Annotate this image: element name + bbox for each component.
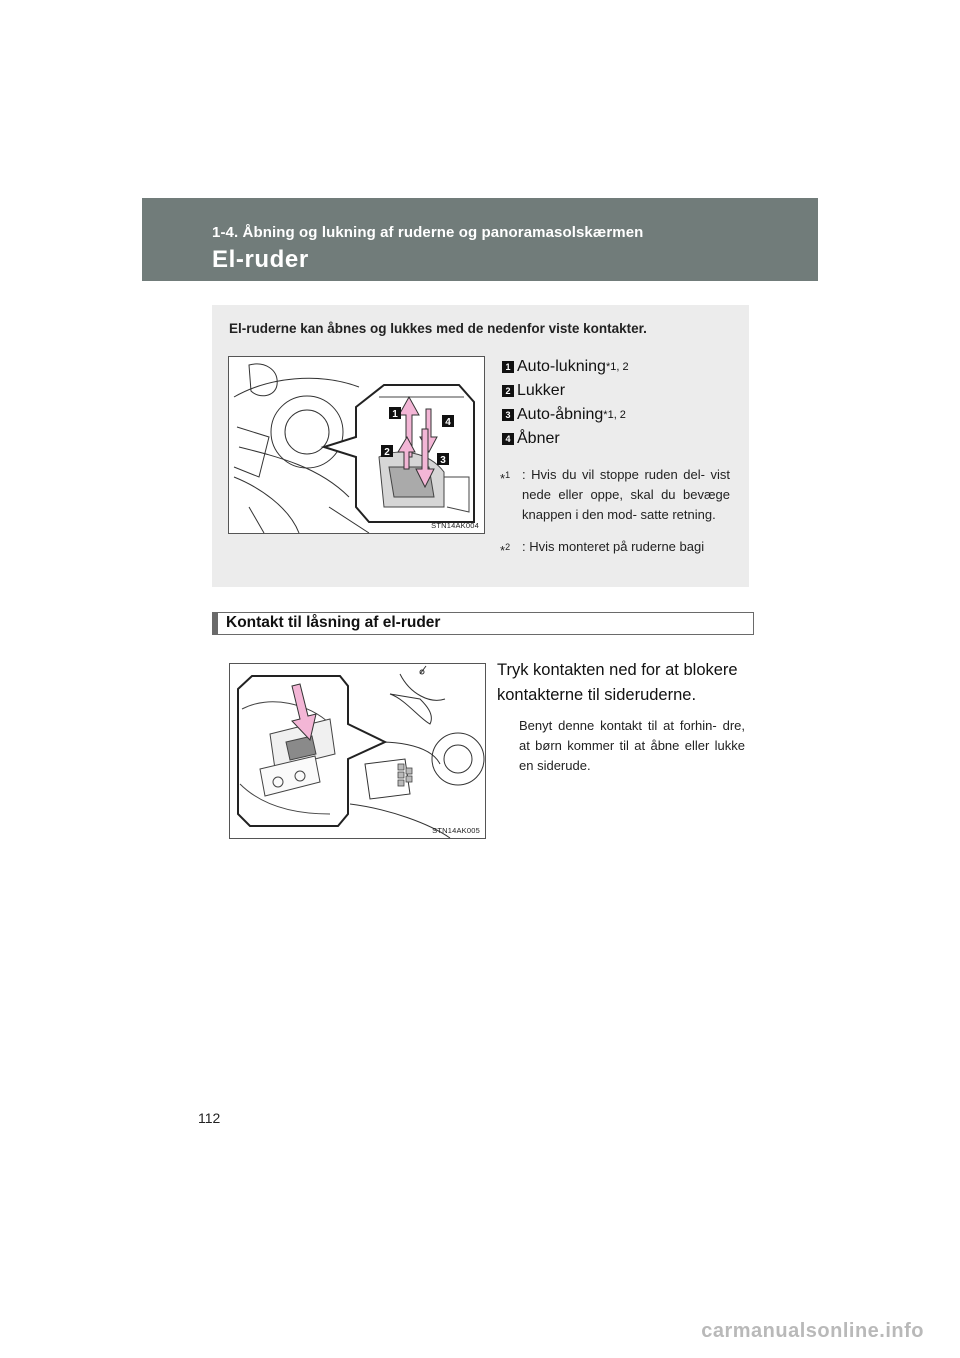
figure-code: STN14AK005 (432, 826, 480, 835)
legend-label: Auto-åbning (517, 406, 604, 423)
footnote-2 (500, 537, 730, 557)
number-badge: 2 (502, 385, 514, 397)
callout-1: 1 (392, 409, 398, 420)
legend-item-close (502, 379, 629, 403)
footnote-star: * (500, 471, 506, 486)
info-box (212, 305, 749, 587)
lock-switch-drawing (230, 664, 485, 838)
window-switch-drawing (229, 357, 484, 533)
page-title: El-ruder (212, 246, 309, 273)
legend-item-open (502, 427, 629, 451)
legend-item-auto-close (502, 355, 629, 379)
page-number: 112 (198, 1110, 221, 1126)
footnote-number: 2 (505, 542, 511, 552)
figure-code: STN14AK004 (431, 521, 479, 530)
footnote-text: : Hvis monteret på ruderne bagi (522, 539, 705, 554)
number-badge: 4 (502, 433, 514, 445)
legend-label: Lukker (517, 382, 566, 399)
footnote-text: : Hvis du vil stoppe ruden del- vist nede eller oppe, skal du bevæge knappen i den mod- satte retning. (522, 467, 730, 522)
window-switch-illustration (228, 356, 485, 534)
legend-label: Auto-lukning (517, 358, 606, 375)
footnote-star: * (500, 543, 506, 558)
legend-footnote-ref: *1, 2 (603, 409, 626, 421)
instruction-text: Tryk kontakten ned for at blokere kontakterne til sideruderne. (497, 661, 738, 704)
legend (502, 355, 629, 451)
callout-3: 3 (440, 455, 446, 466)
subheading-text: Kontakt til låsning af el-ruder (226, 614, 441, 631)
footnote-1 (500, 465, 730, 525)
legend-label: Åbner (517, 430, 560, 447)
number-badge: 3 (502, 409, 514, 421)
chapter-header (142, 198, 818, 281)
number-badge: 1 (502, 361, 514, 373)
legend-footnote-ref: *1, 2 (605, 361, 629, 373)
callout-4: 4 (445, 417, 451, 428)
instruction-subtext: Benyt denne kontakt til at forhin- dre, at børn kommer til at åbne eller lukke en siderude. (519, 718, 745, 773)
footnotes (500, 465, 730, 557)
lock-switch-illustration (229, 663, 486, 839)
callout-2: 2 (384, 447, 390, 458)
watermark: carmanualsonline.info (701, 1320, 924, 1342)
lock-switch-heading (212, 612, 754, 635)
legend-item-auto-open (502, 403, 629, 427)
intro-text: El-ruderne kan åbnes og lukkes med de nedenfor viste kontakter. (229, 321, 647, 336)
footnote-number: 1 (505, 470, 511, 480)
section-title: 1-4. Åbning og lukning af ruderne og panoramasolskærmen (212, 224, 644, 241)
